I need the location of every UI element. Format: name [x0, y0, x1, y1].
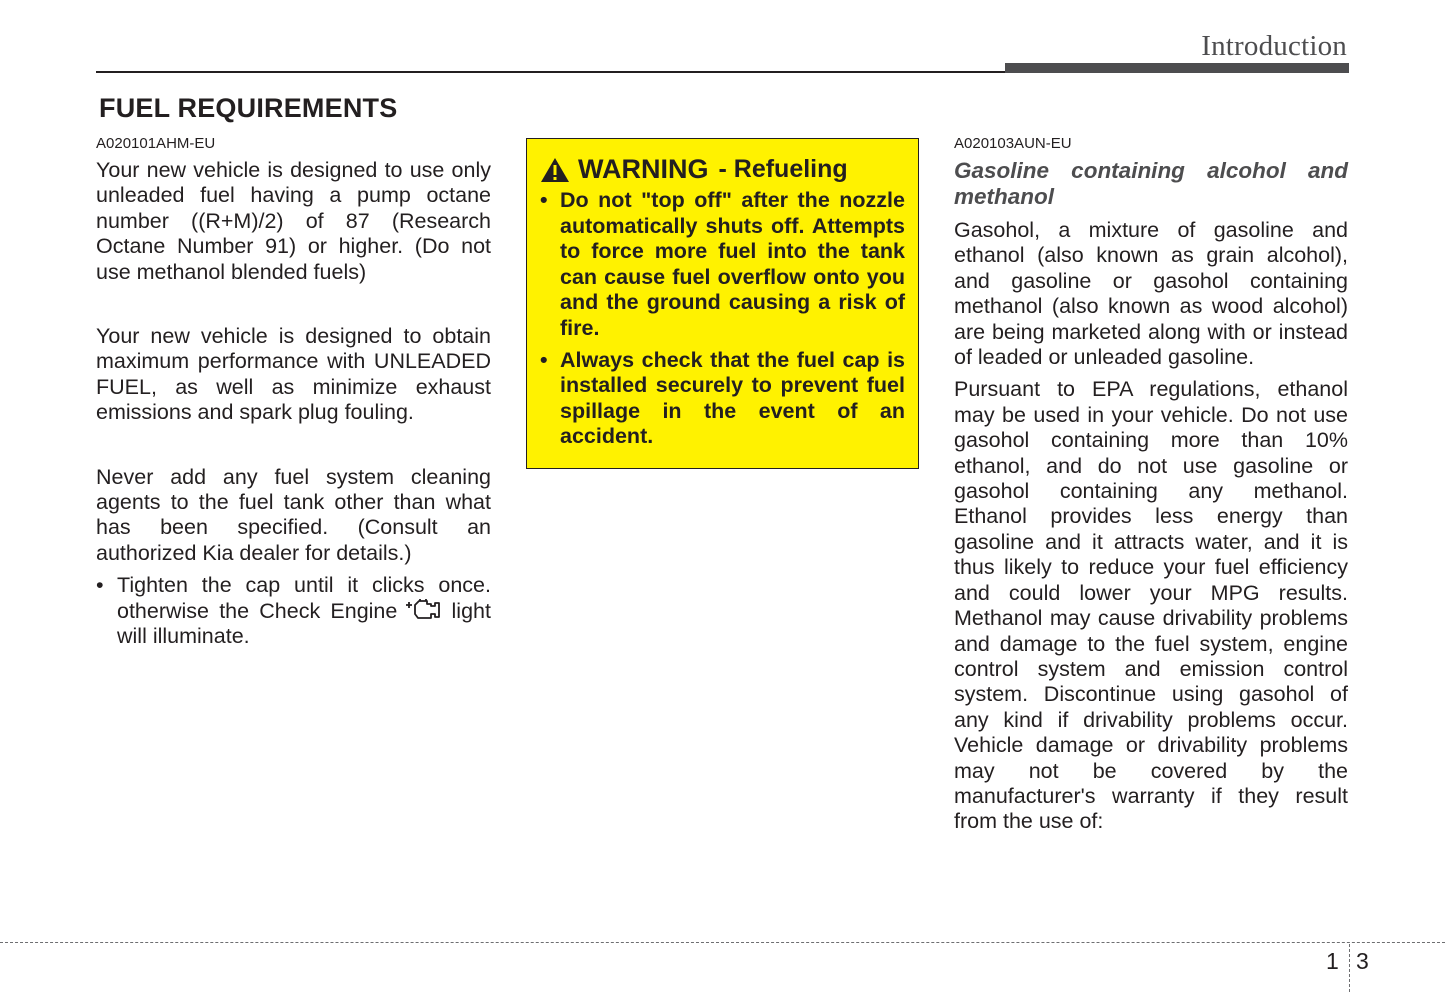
footer-rule	[0, 942, 1445, 943]
warning-item	[540, 188, 905, 342]
warning-title: WARNING	[578, 154, 709, 184]
section-title: FUEL REQUIREMENTS	[99, 93, 398, 123]
paragraph: Never add any fuel system cleaning agents to the fuel tank other than what has been specified. (Consult an authorized Kia dealer for details.)	[96, 464, 491, 565]
right-column	[954, 135, 1348, 835]
reference-code: A020101AHM-EU	[96, 135, 216, 152]
paragraph: Your new vehicle is designed to use only unleaded fuel having a pump octane number ((R+M)/2) of 87 (Research Octane Number 91) or higher. (Do not use methanol blended fuels)	[96, 158, 491, 284]
header-rule	[96, 71, 1006, 73]
left-column	[96, 135, 491, 650]
bullet-item	[96, 573, 491, 649]
warning-header	[540, 154, 905, 185]
warning-list	[540, 188, 905, 450]
paragraph: Gasohol, a mixture of gasoline and ethanol (also known as grain alcohol), and gasoline or gasohol containing methanol (also known as wood alcohol) are being marketed along with or instead of leaded or unleaded gasoline.	[954, 218, 1348, 370]
header-rule-accent	[1005, 63, 1349, 73]
warning-subtitle: - Refueling	[718, 155, 848, 183]
warning-item-text: Do not "top off" after the nozzle automatically shuts off. Attempts to force more fuel into the tank can cause fuel overflow onto you and the ground causing a risk of fire.	[560, 188, 905, 340]
check-engine-icon	[405, 599, 441, 621]
warning-item	[540, 348, 905, 450]
paragraph: Pursuant to EPA regulations, ethanol may be used in your vehicle. Do not use gasohol containing more than 10% ethanol, and do not use gasoline or gasohol containing any methanol. Ethanol provides less energy than gasoline and it attracts water, and it is thus likely to reduce your fuel efficiency and could lower your MPG results. Methanol may cause drivability problems and damage to the fuel system, engine control system and emission control system. Discontinue using gasohol of any kind if drivability problems occur. Vehicle damage or drivability problems may not be covered by the manufacturer's warranty if they result from the use of:	[954, 377, 1348, 834]
warning-box	[526, 138, 919, 469]
chapter-number: 1	[1326, 948, 1339, 974]
warning-triangle-icon	[540, 157, 570, 183]
page-number: 3	[1356, 948, 1369, 974]
reference-code: A020103AUN-EU	[954, 135, 1072, 152]
subheading: Gasoline containing alcohol and methanol	[954, 158, 1348, 209]
bullet-text: Tighten the cap until it clicks once. otherwise the Check Engine	[117, 573, 491, 623]
warning-item-text: Always check that the fuel cap is installed securely to prevent fuel spillage in the event of an accident.	[560, 347, 905, 449]
page-number-divider	[1349, 944, 1350, 992]
bullet-marker: •	[96, 573, 104, 598]
running-header-title: Introduction	[1201, 30, 1347, 62]
paragraph: Your new vehicle is designed to obtain maximum performance with UNLEADED FUEL, as well as minimize exhaust emissions and spark plug fouling.	[96, 324, 491, 425]
bullet-marker: •	[540, 188, 548, 212]
bullet-marker: •	[540, 347, 548, 372]
bullet-text-continued: light will illuminate.	[117, 598, 491, 649]
